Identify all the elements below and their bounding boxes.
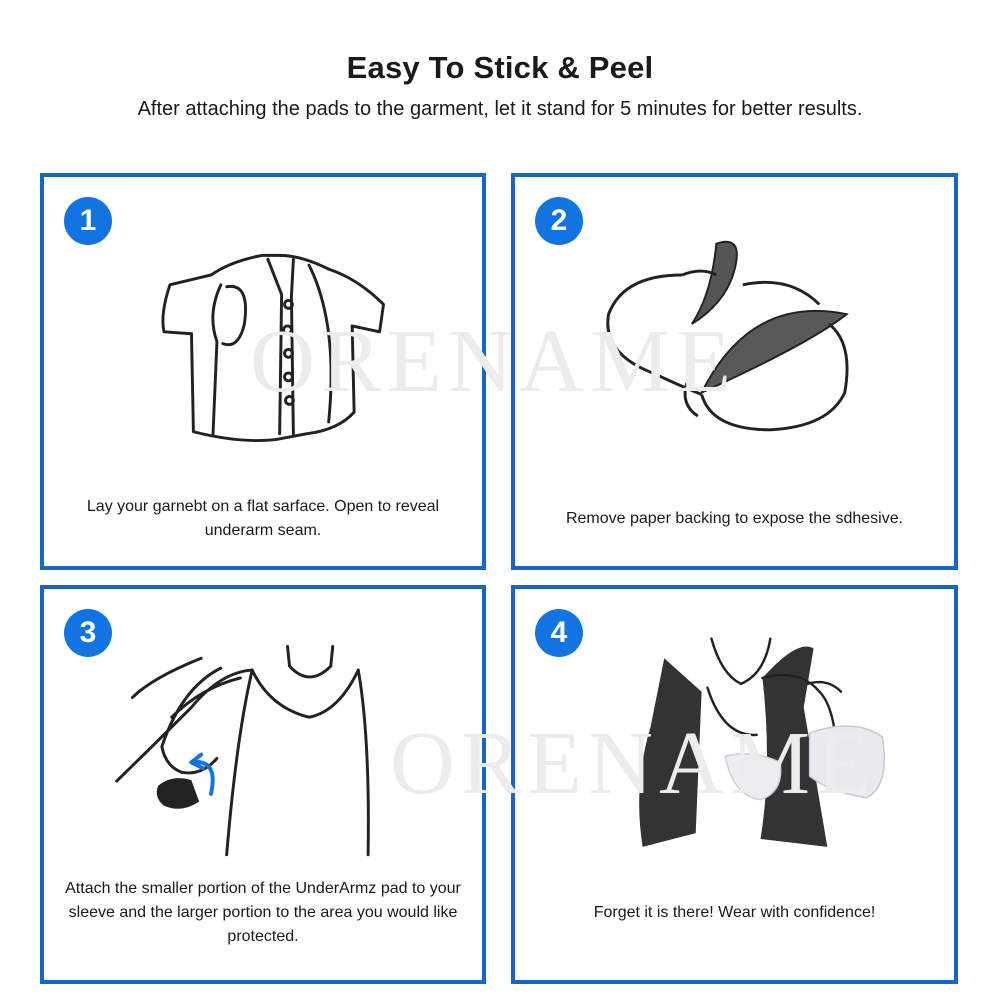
step-panel-2 — [511, 173, 958, 570]
step-panel-3 — [40, 585, 486, 984]
page-title: Easy To Stick & Peel — [346, 50, 654, 85]
step-caption: Forget it is there! Wear with confidence! — [593, 904, 876, 921]
step-panel-4 — [511, 585, 958, 984]
brand-watermark: ORENAME — [390, 714, 877, 813]
brand-watermark: ORENAME — [250, 312, 737, 411]
step-number-badge: 2 — [535, 197, 583, 245]
step-panel-1 — [40, 173, 486, 570]
step-number-badge: 1 — [64, 197, 112, 245]
step-number-badge: 4 — [535, 609, 583, 657]
step-caption: Lay your garnebt on a flat sarface. Open to reveal underarm seam. — [86, 498, 440, 539]
step-caption: Attach the smaller portion of the UnderArmz pad to your sleeve and the larger portion to the area you would like protected. — [65, 880, 461, 945]
step-caption: Remove paper backing to expose the sdhesive. — [565, 510, 904, 527]
page-subtitle: After attaching the pads to the garment, let it stand for 5 minutes for better results. — [137, 98, 863, 120]
step-number-badge: 3 — [64, 609, 112, 657]
